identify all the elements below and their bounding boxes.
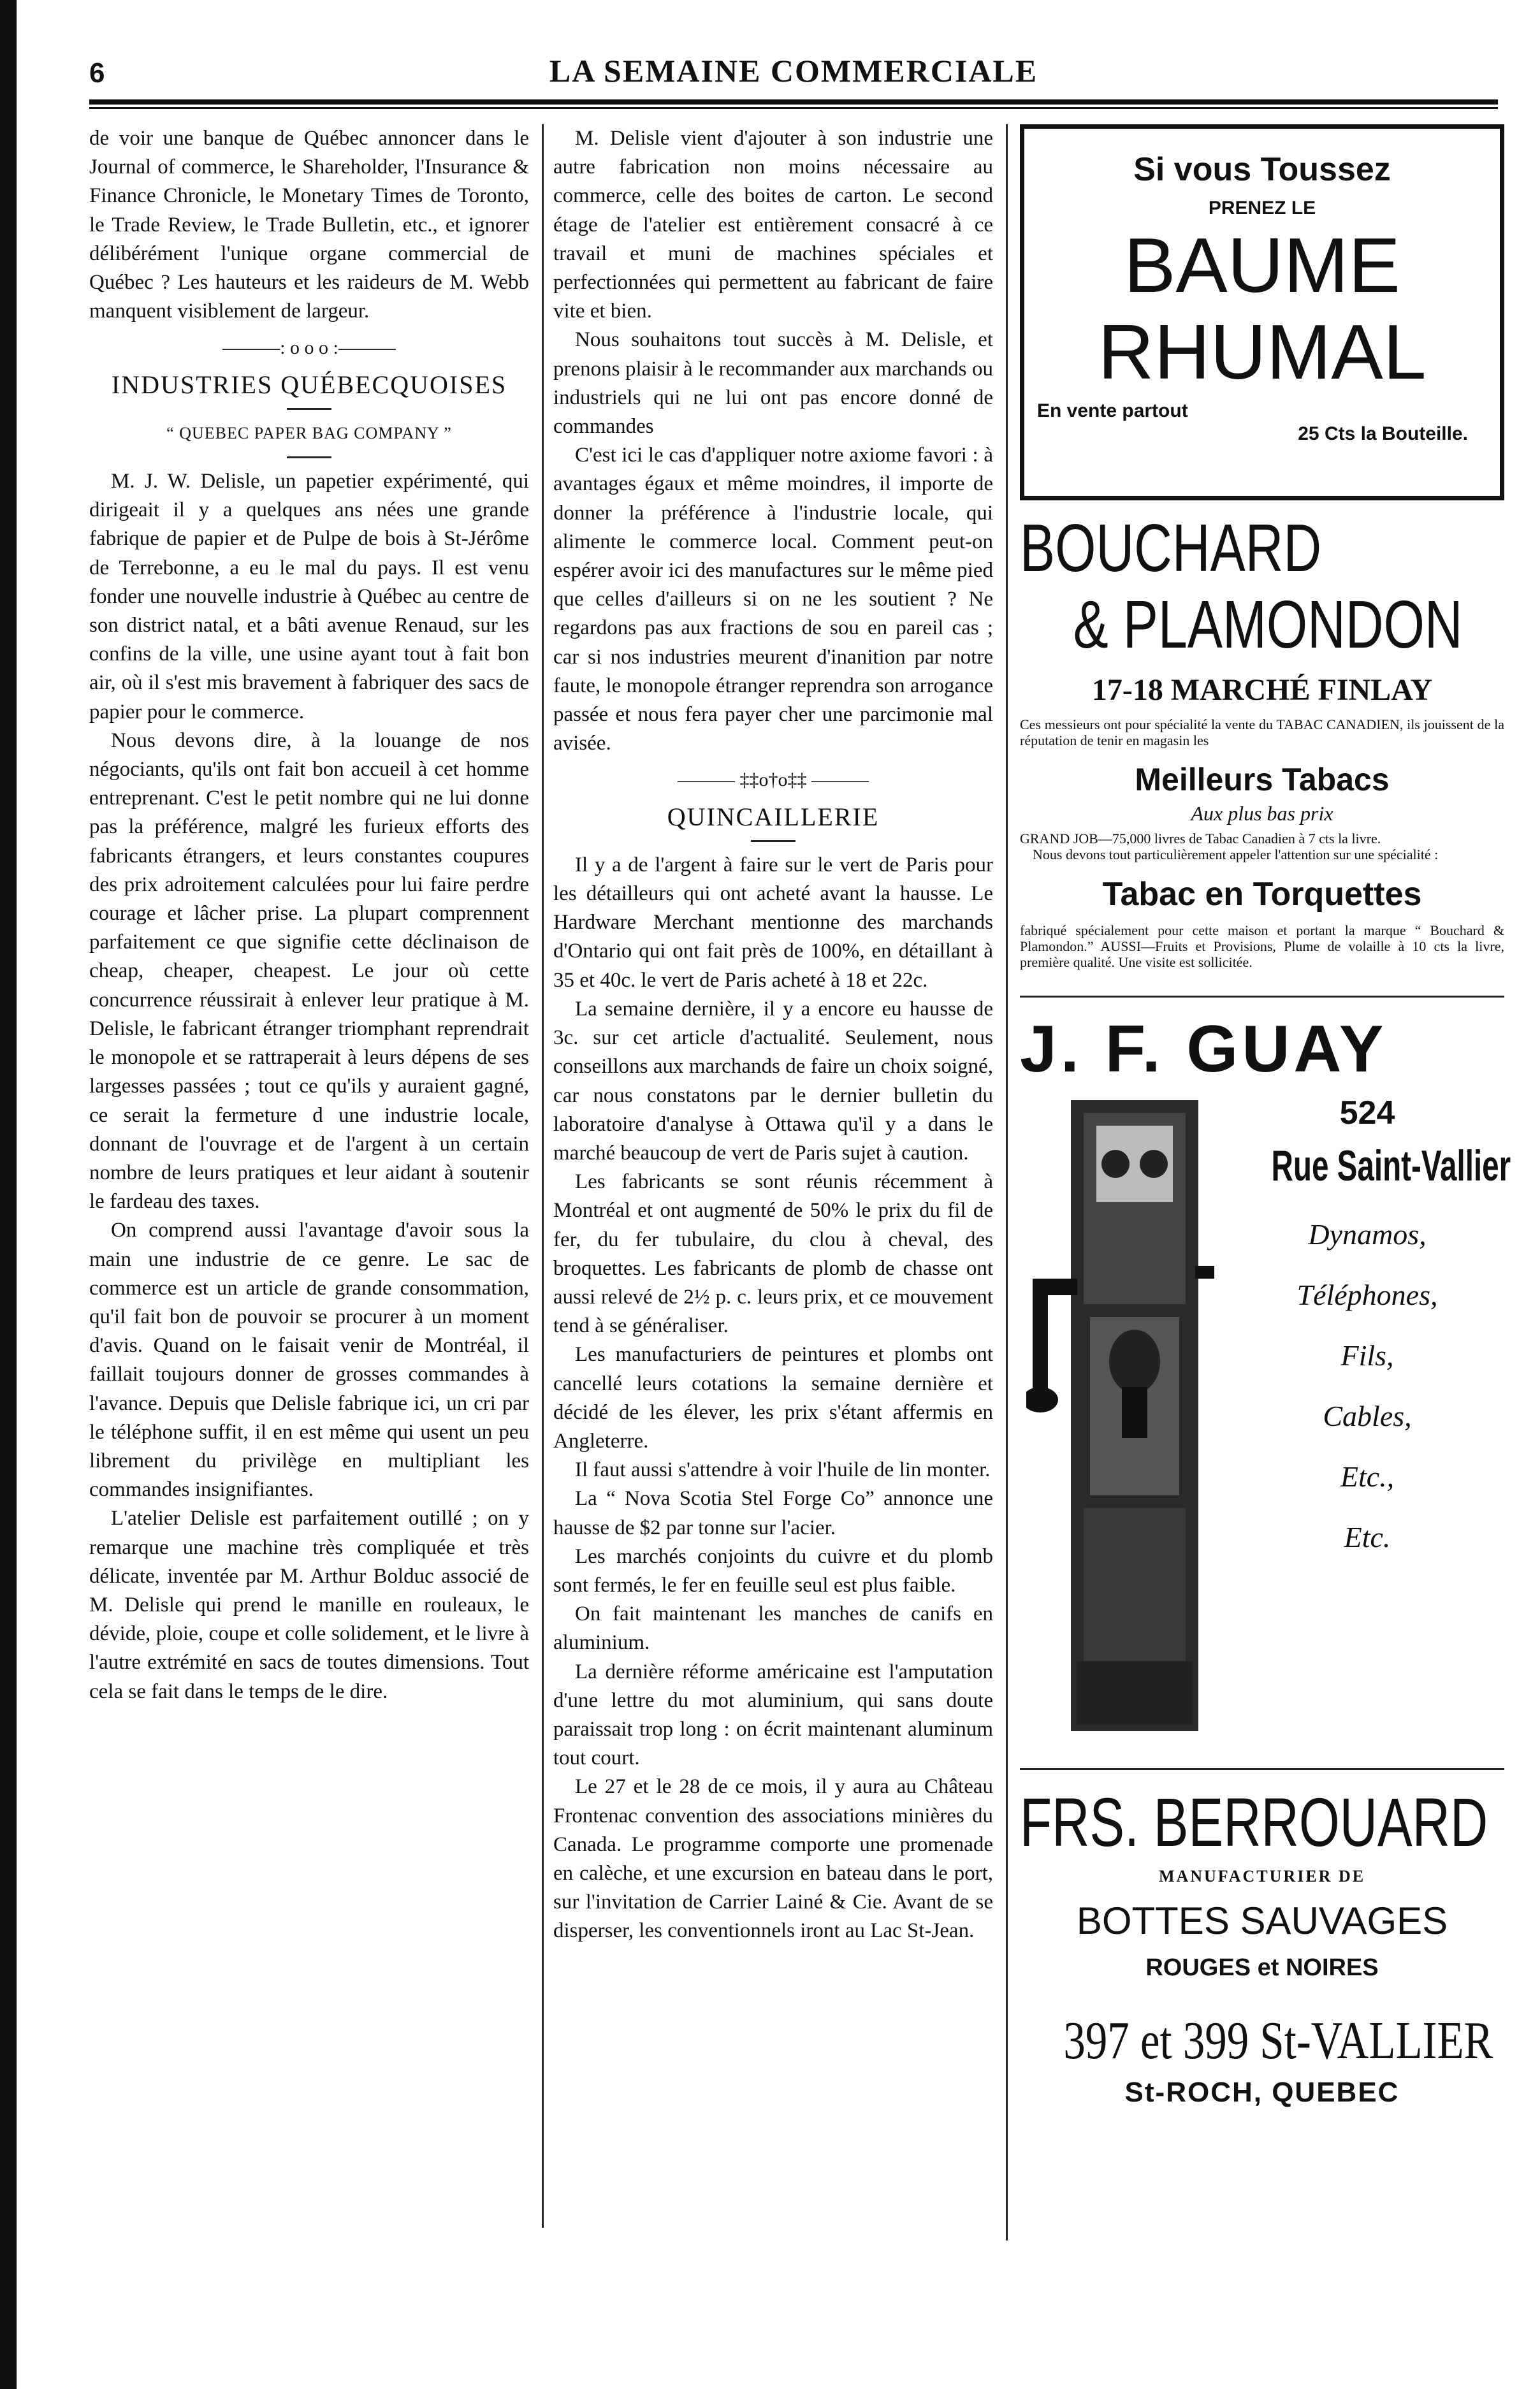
ad-product: BAUME <box>1124 222 1400 309</box>
ad-price: 25 Cts la Bouteille. <box>1298 423 1468 444</box>
paragraph: Le 27 et le 28 de ce mois, il y aura au Château Frontenac convention des associations minières du Canada. Le programme comporte une promenade en calèche, et une excursion en bateau dans le port, sur l'invitation de Carrier Lainé & Cie. Avant de se disperser, les conventionnels iront au Lac St-Jean. <box>553 1775 993 1943</box>
ad-item: Etc. <box>1344 1521 1391 1553</box>
paragraph: Les marchés conjoints du cuivre et du plomb sont fermés, le fer en feuille seul est plus faible. <box>553 1544 993 1597</box>
short-rule <box>287 456 331 458</box>
separator: ———: o o o :——— <box>222 337 396 359</box>
paragraph: La “ Nova Scotia Stel Forge Co” annonce une hausse de $2 par tonne sur l'acier. <box>553 1487 993 1539</box>
ad-text: Nous devons tout particulièrement appeler l'attention sur une spécialité : <box>1033 846 1439 862</box>
ad-divider <box>1020 996 1504 998</box>
ad-address: 17-18 MARCHÉ FINLAY <box>1091 673 1433 707</box>
section-heading: QUINCAILLERIE <box>667 802 880 831</box>
short-rule <box>287 408 331 410</box>
scan-edge <box>0 0 17 2389</box>
section-heading: INDUSTRIES QUÉBECQUOISES <box>111 370 507 399</box>
ad-text: fabriqué spécialement pour cette maison et portant la marque “ Bouchard & Plamondon.” AUSSI—Fruits et Provisions, Plume de volaille à 10 cts la livre, première qualité. Une visite est sollicitée. <box>1020 922 1504 970</box>
ad-highlight: Meilleurs Tabacs <box>1135 762 1390 797</box>
ad-product: BOTTES SAUVAGES <box>1076 1899 1448 1942</box>
running-title: LA SEMAINE COMMERCIALE <box>549 53 1038 89</box>
ad-right-block <box>1230 1087 1511 1554</box>
advertisements-column <box>1020 124 1511 2109</box>
paragraph: Il y a de l'argent à faire sur le vert de Paris pour les détailleurs qui ont acheté avant la hausse. Le Hardware Merchant mentionne des marchands d'Ontario qui ont fait près de 100%, en détaillant à 35 et 40c. le vert de Paris acheté à 18 et 22c. <box>553 853 993 992</box>
short-rule <box>751 840 795 842</box>
ad-headline: Si vous Toussez <box>1133 151 1391 188</box>
ad-tagline: Aux plus bas prix <box>1191 802 1333 825</box>
column-2 <box>553 124 993 1946</box>
ad-product: RHUMAL <box>1098 309 1427 395</box>
ad-text: GRAND JOB—75,000 livres de Tabac Canadien à 7 cts la livre. <box>1020 831 1381 846</box>
ad-body <box>1020 1087 1511 1757</box>
ad-text: Ces messieurs ont pour spécialité la vente du TABAC CANADIEN, ils jouissent de la réputation de tenir en magasin les <box>1020 716 1504 748</box>
article-subheading: “ QUEBEC PAPER BAG COMPANY ” <box>166 423 452 442</box>
page-number: 6 <box>89 57 105 89</box>
paragraph: On comprend aussi l'avantage d'avoir sous la main une industrie de ce genre. Le sac de commerce est un article de grande consommation, qu'il fait bon de pouvoir se procurer à un moment d'avis. Quand on le faisait venir de Montréal, il faillait toujours donner de grosses commandes à l'avance. Depuis que Delisle fabrique ici, un cri par le téléphone suffit, il en est même qui usent un peu librement du privilège en multipliant les commandes insignifiantes. <box>89 1219 529 1502</box>
column-rule <box>542 124 544 2228</box>
ad-street-number: 524 <box>1339 1094 1395 1131</box>
paragraph: Les manufacturiers de peintures et plombs ont cancellé leurs cotations la semaine dernière et décidé de les élever, les prix s'étant affermis en Angleterre. <box>553 1343 993 1453</box>
ad-city: St-ROCH, QUEBEC <box>1124 2077 1400 2108</box>
paragraph: Nous souhaitons tout succès à M. Delisle, et prenons plaisir à le recommander aux marchands ou industriels qui ne lui ont pas encore donné de commandes <box>553 328 993 439</box>
ad-item: Fils, <box>1340 1339 1394 1372</box>
ad-name: FRS. BERROUARD <box>1020 1783 1488 1861</box>
ad-address: 397 et 399 St-VALLIER <box>1063 2011 1493 2070</box>
ad-divider <box>1020 1768 1504 1770</box>
ad-item: Etc., <box>1340 1460 1395 1493</box>
paragraph: La semaine dernière, il y a encore eu hausse de 3c. sur cet article d'actualité. Seulement, nous conseillons aux marchands de faire un choix soigné, car nous constatons par le dernier bulletin du laboratoire d'analyse à Ottawa qu'il y a dans le marché beaucoup de vert de Paris sujet à caution. <box>553 997 993 1165</box>
paragraph: On fait maintenant les manches de canifs en aluminium. <box>553 1602 993 1655</box>
separator: ——— ‡‡o†o‡‡ ——— <box>678 769 869 791</box>
ad-guay <box>1020 1012 1511 1757</box>
paragraph: L'atelier Delisle est parfaitement outillé ; on y remarque une machine très compliquée et très délicate, inventée par M. Arthur Bolduc associé de M. Delisle qui prend le manille en rouleaux, le dévide, ploie, coupe et colle solidement, et le livre à l'autre extrémité en sacs de toutes dimensions. Tout cela se fait dans le temps de le dire. <box>89 1507 529 1703</box>
ad-name: J. F. GUAY <box>1020 1012 1388 1086</box>
paragraph: C'est ici le cas d'appliquer notre axiome favori : à avantages égaux et même moindres, il importe de donner la préférence à l'industrie locale, qui alimente le commerce local. Comment peut-on espérer avoir ici des manufactures sur le même pied que celles d'ailleurs si on ne les soutient ? Ne regardons pas aux fractions de sou en pareil cas ; car si nos industries meurent d'inanition par notre faute, le monopole étranger reprendra son arrogance passée et nous fera payer cher une parcimonie mal avisée. <box>553 444 993 755</box>
ad-berrouard <box>1020 1783 1504 2109</box>
ad-bouchard-plamondon <box>1020 513 1504 970</box>
ad-item: Cables, <box>1323 1400 1412 1432</box>
column-1 <box>89 124 529 1706</box>
paragraph: Les fabricants se sont réunis récemment à Montréal et ont augmenté de 50% le prix du fil de fer, du fer tubulaire, du clou à cheval, des broquettes. Les fabricants de plomb de chasse ont aussi relevé de 2½ p. c. leurs prix, et ce mouvement tend à se généraliser. <box>553 1170 993 1338</box>
page-header <box>89 45 1498 89</box>
paragraph: Il faut aussi s'attendre à voir l'huile de lin monter. <box>575 1458 991 1482</box>
ad-baume-rhumal <box>1020 124 1504 500</box>
ad-subline: PRENEZ LE <box>1208 198 1316 219</box>
column-rule <box>1006 124 1008 2240</box>
paragraph: La dernière réforme américaine est l'amputation d'une lettre du mot aluminium, qui sans doute paraissait trop long : on écrit maintenant aluminum tout court. <box>553 1660 993 1770</box>
paragraph: M. Delisle vient d'ajouter à son industrie une autre fabrication non moins nécessaire au commerce, celle des boites de carton. Le second étage de l'atelier est entièrement consacré à ce travail et muni de machines spéciales et perfectionnées qui permettent au fabricant de faire vite et bien. <box>553 127 993 323</box>
wall-telephone-illustration <box>1026 1087 1237 1738</box>
ad-subline: MANUFACTURIER DE <box>1158 1867 1366 1885</box>
ad-availability: En vente partout <box>1037 400 1188 421</box>
ad-name: BOUCHARD <box>1020 511 1322 586</box>
ad-item: Dynamos, <box>1308 1218 1427 1251</box>
header-rule-thin <box>89 107 1498 109</box>
paragraph: M. J. W. Delisle, un papetier expérimenté, qui dirigeait il y a quelques ans nées une grande fabrique de papier et de Pulpe de bois à St-Jérôme de Terrebonne, a eu le mal du pays. Il est venu fonder une nouvelle industrie à Québec au centre de son district natal, et a bâti avenue Renaud, sur les confins de la ville, une usine ayant tout à fait bon air, où il s'est mis bravement à fabriquer des sacs de papier pour le commerce. <box>89 470 529 723</box>
ad-highlight: Tabac en Torquettes <box>1102 876 1422 913</box>
ad-street: Rue Saint-Vallier <box>1271 1142 1511 1190</box>
ad-item: Téléphones, <box>1297 1279 1438 1311</box>
ad-name: & PLAMONDON <box>1073 587 1463 662</box>
ad-variant: ROUGES et NOIRES <box>1145 1954 1379 1981</box>
paragraph: Nous devons dire, à la louange de nos négociants, qu'ils ont fait bon accueil à cet homme entreprenant. C'est le petit nombre qui ne lui donne pas la préférence, malgré les furieux efforts des fabricants étrangers, et leurs constantes coupures des prix adroitement calculées pour lui faire perdre courage et lâcher prise. La plupart comprennent parfaitement ce que signifie cette déclinaison de cheap, cheaper, cheapest. Le jour où cette concurrence réussirait à enlever leur pratique à M. Delisle, le fabricant étranger triomphant reprendrait le monopole et se rattraperait à leurs dépens de ses largesses passées ; tout ce qu'ils y auraient gagné, ce serait la fermeture d une industrie locale, donnant de l'ouvrage et de l'argent à un certain nombre de leurs pratiques et leur aidant à soutenir le fardeau des taxes. <box>89 729 529 1214</box>
header-rule <box>89 99 1498 105</box>
paragraph: de voir une banque de Québec annoncer dans le Journal of commerce, le Shareholder, l'Insurance & Finance Chronicle, le Monetary Times de Toronto, le Trade Review, le Trade Bulletin, etc., et ignorer délibérément l'unique organe commercial de Québec ? Les hauteurs et les raideurs de M. Webb manquent visiblement de largeur. <box>89 127 529 323</box>
